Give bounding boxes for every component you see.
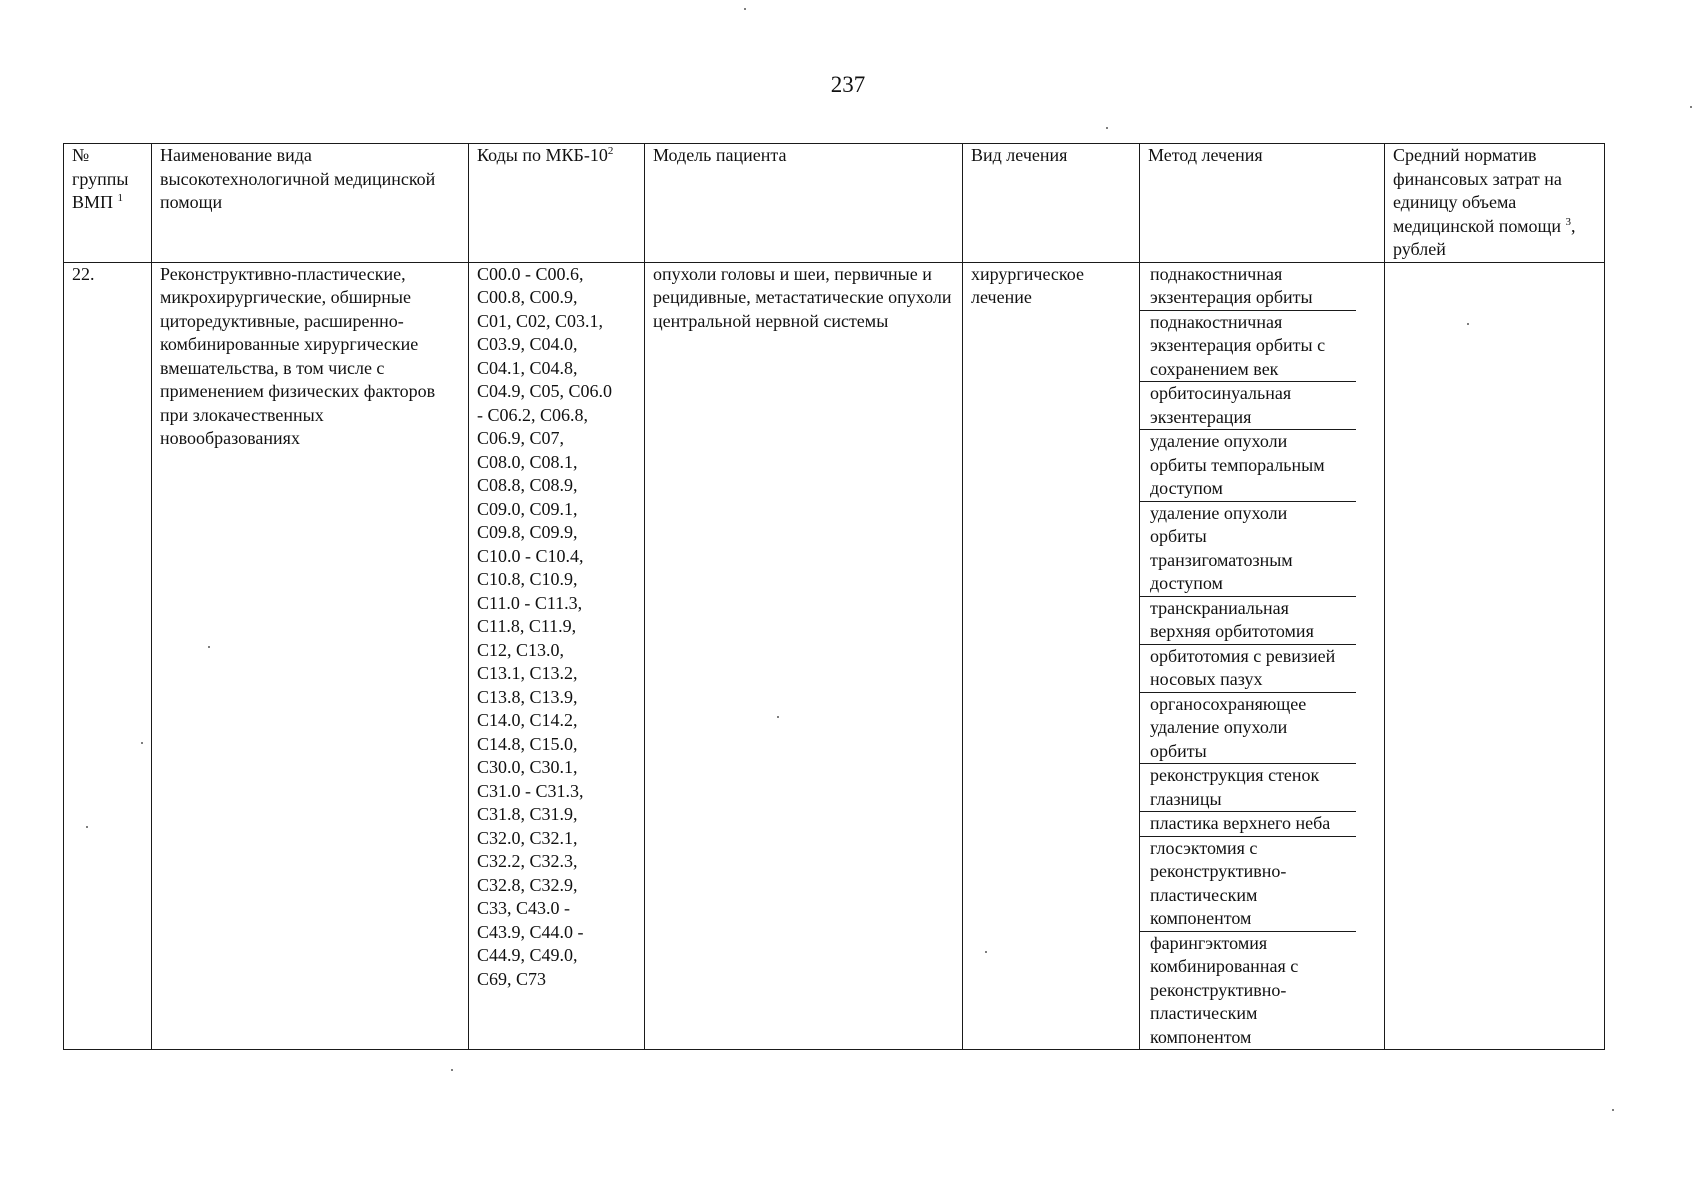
icd-code-line: C33, C43.0 - bbox=[477, 898, 571, 918]
cell-group-no: 22. bbox=[64, 262, 152, 1050]
cell-treatment-type: хирургическое лечение bbox=[963, 262, 1140, 1050]
icd-codes-list bbox=[477, 263, 636, 992]
treatment-method-item: транскраниальная верхняя орбитотомия bbox=[1140, 597, 1356, 645]
scan-speck bbox=[777, 716, 779, 718]
scan-speck bbox=[985, 951, 987, 953]
treatment-method-item: удаление опухоли орбиты темпоральным доступом bbox=[1140, 430, 1356, 502]
icd-code-line: C03.9, C04.0, bbox=[477, 334, 578, 354]
vmp-table bbox=[63, 143, 1605, 1050]
icd-code-line: C04.9, C05, C06.0 bbox=[477, 381, 613, 401]
header-group-no: № группы ВМП $^1$ bbox=[64, 144, 152, 263]
scan-speck bbox=[1690, 106, 1692, 108]
icd-code-line: C11.0 - C11.3, bbox=[477, 592, 583, 613]
icd-code-line: C31.0 - C31.3, bbox=[477, 780, 584, 801]
icd-code-line: C08.0, C08.1, bbox=[477, 451, 578, 472]
scan-speck bbox=[86, 826, 88, 828]
cell-service-name: Реконструктивно-пластические, микрохирургические, обширные циторедуктивные, расширенно-комбинированные хирургические вмешательства, в том числе с применением физических факторов при злокачественных новообразованиях bbox=[152, 262, 469, 1050]
icd-code-line: C08.8, C08.9, bbox=[477, 475, 578, 495]
page-number: 237 bbox=[830, 72, 866, 97]
treatment-method-item: орбитосинуальная экзентерация bbox=[1140, 382, 1356, 430]
table-header-row bbox=[64, 144, 1605, 263]
treatment-method-item: пластика верхнего неба bbox=[1140, 812, 1356, 837]
icd-code-line: C12, C13.0, bbox=[477, 639, 565, 660]
cell-treatment-methods bbox=[1140, 262, 1385, 1050]
cell-icd-codes bbox=[469, 262, 645, 1050]
header-patient-model: Модель пациента bbox=[645, 144, 963, 263]
treatment-method-item: поднакостничная экзентерация орбиты с сохранением век bbox=[1140, 311, 1356, 383]
icd-code-line: C44.9, C49.0, bbox=[477, 945, 578, 965]
icd-code-line: C09.8, C09.9, bbox=[477, 522, 578, 542]
icd-code-line: C09.0, C09.1, bbox=[477, 498, 578, 519]
treatment-method-item: орбитотомия с ревизией носовых пазух bbox=[1140, 645, 1356, 693]
icd-code-line: C13.1, C13.2, bbox=[477, 663, 578, 683]
icd-code-line: C43.9, C44.0 - bbox=[477, 921, 584, 942]
icd-code-line: C32.8, C32.9, bbox=[477, 874, 578, 895]
icd-code-line: C10.0 - C10.4, bbox=[477, 545, 584, 566]
cell-avg-cost bbox=[1385, 262, 1605, 1050]
table-row bbox=[64, 262, 1605, 1050]
treatment-method-item: удаление опухоли орбиты транзигоматозным доступом bbox=[1140, 502, 1356, 597]
scan-speck bbox=[451, 1069, 453, 1071]
cell-patient-model: опухоли головы и шеи, первичные и рецидивные, метастатические опухоли центральной нервной системы bbox=[645, 262, 963, 1050]
scan-speck bbox=[141, 742, 143, 744]
treatment-method-item: поднакостничная экзентерация орбиты bbox=[1140, 263, 1356, 311]
icd-code-line: C00.0 - C00.6, bbox=[477, 263, 584, 284]
methods-list bbox=[1140, 263, 1384, 1050]
icd-code-line: C13.8, C13.9, bbox=[477, 686, 578, 707]
scan-speck bbox=[208, 646, 210, 648]
header-avg-cost: Средний норматив финансовых затрат на единицу объема медицинской помощи $^3$, рублей bbox=[1385, 144, 1605, 263]
icd-code-line: C00.8, C00.9, bbox=[477, 287, 578, 307]
treatment-method-item: реконструкция стенок глазницы bbox=[1140, 764, 1356, 812]
treatment-method-item: глосэктомия с реконструктивно-пластическим компонентом bbox=[1140, 837, 1356, 932]
header-service-name: Наименование вида высокотехнологичной медицинской помощи bbox=[152, 144, 469, 263]
icd-code-line: C06.9, C07, bbox=[477, 428, 565, 448]
icd-code-line: C31.8, C31.9, bbox=[477, 804, 578, 824]
header-icd-codes: Коды по МКБ-$10^2$ bbox=[469, 144, 645, 263]
scan-speck bbox=[1612, 1109, 1614, 1111]
scan-speck bbox=[1106, 127, 1108, 129]
header-treatment-method: Метод лечения bbox=[1140, 144, 1385, 263]
icd-code-line: C69, C73 bbox=[477, 968, 547, 989]
icd-code-line: C04.1, C04.8, bbox=[477, 357, 578, 378]
treatment-method-item: органосохраняющее удаление опухоли орбиты bbox=[1140, 693, 1356, 765]
icd-code-line: C32.2, C32.3, bbox=[477, 851, 578, 871]
icd-code-line: - C06.2, C06.8, bbox=[477, 404, 589, 425]
icd-code-line: C14.0, C14.2, bbox=[477, 710, 578, 730]
icd-code-line: C30.0, C30.1, bbox=[477, 757, 578, 777]
icd-code-line: C32.0, C32.1, bbox=[477, 827, 578, 848]
icd-code-line: C01, C02, C03.1, bbox=[477, 310, 604, 331]
scan-speck bbox=[744, 8, 746, 10]
treatment-method-item: фарингэктомия комбинированная с реконструктивно-пластическим компонентом bbox=[1150, 932, 1299, 1047]
icd-code-line: C11.8, C11.9, bbox=[477, 616, 577, 636]
header-treatment-type: Вид лечения bbox=[963, 144, 1140, 263]
scan-speck bbox=[1467, 323, 1469, 325]
icd-code-line: C14.8, C15.0, bbox=[477, 733, 578, 754]
icd-code-line: C10.8, C10.9, bbox=[477, 569, 578, 589]
